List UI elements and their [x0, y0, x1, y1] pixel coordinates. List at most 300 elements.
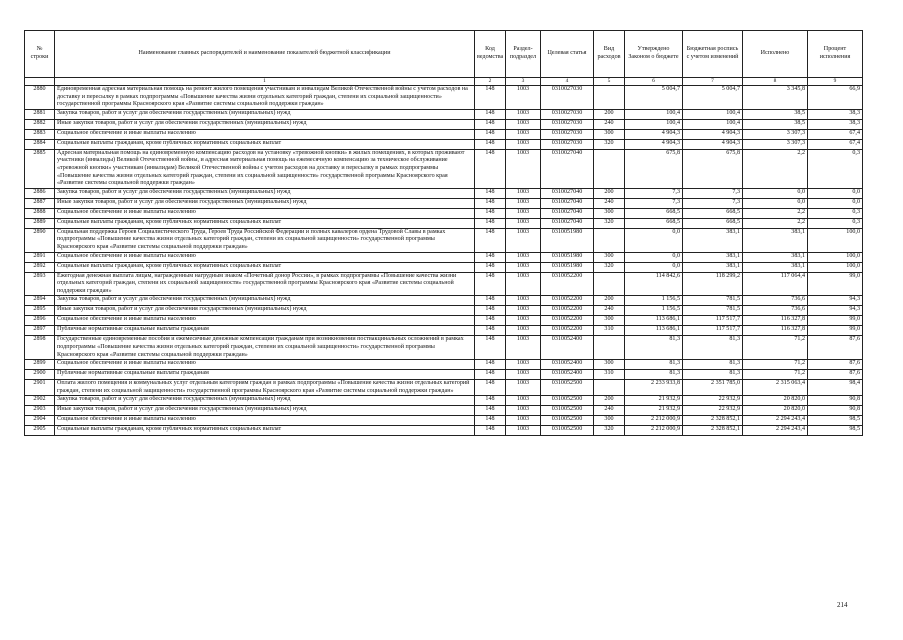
row-number: 2894 — [25, 296, 55, 306]
target-article: 0310052400 — [541, 336, 594, 360]
section-code: 1003 — [506, 129, 541, 139]
approved-amount: 81,3 — [625, 336, 683, 360]
table-row — [25, 228, 863, 252]
department-code: 148 — [475, 86, 506, 110]
approved-amount: 1 156,5 — [625, 306, 683, 316]
table-row — [25, 416, 863, 426]
row-number: 2902 — [25, 396, 55, 406]
execution-percent: 0,0 — [808, 188, 863, 198]
target-article: 0310052200 — [541, 272, 594, 296]
execution-percent: 99,0 — [808, 272, 863, 296]
row-name: Публичные нормативные социальные выплаты гражданам — [55, 326, 475, 336]
target-article: 0310027030 — [541, 139, 594, 149]
execution-percent: 98,5 — [808, 416, 863, 426]
section-code: 1003 — [506, 228, 541, 252]
target-article: 0310051980 — [541, 228, 594, 252]
execution-percent: 0,0 — [808, 198, 863, 208]
col-header-department-code: Код ведомства — [475, 31, 506, 78]
executed-amount: 116 327,8 — [743, 316, 808, 326]
department-code: 148 — [475, 306, 506, 316]
col-header-executed: Исполнено — [743, 31, 808, 78]
expense-type: 240 — [594, 198, 625, 208]
row-name: Социальные выплаты гражданам, кроме публичных нормативных социальных выплат — [55, 426, 475, 436]
budget-schedule-amount: 2 351 785,0 — [683, 380, 743, 396]
executed-amount: 0,0 — [743, 188, 808, 198]
budget-schedule-amount: 383,1 — [683, 262, 743, 272]
target-article: 0310027040 — [541, 218, 594, 228]
row-name: Иные закупки товаров, работ и услуг для обеспечения государственных (муниципальных) нужд — [55, 119, 475, 129]
col-index: 1 — [55, 78, 475, 86]
col-index: 4 — [541, 78, 594, 86]
executed-amount: 2,2 — [743, 218, 808, 228]
expense-type: 200 — [594, 396, 625, 406]
page-number: 214 — [837, 601, 848, 609]
row-name: Ежегодная денежная выплата лицам, награжденным нагрудным знаком «Почетный донор России», в рамках подпрограммы «Повышение качества жизни отдельных категорий граждан, степени их социальной защищенности» государственной программы Красноярского края «Развитие системы социальной поддержки граждан» — [55, 272, 475, 296]
budget-schedule-amount: 81,3 — [683, 370, 743, 380]
approved-amount: 1 156,5 — [625, 296, 683, 306]
executed-amount: 2 315 063,4 — [743, 380, 808, 396]
budget-schedule-amount: 118 299,2 — [683, 272, 743, 296]
approved-amount: 2 233 933,8 — [625, 380, 683, 396]
execution-percent: 98,5 — [808, 426, 863, 436]
execution-percent: 66,9 — [808, 86, 863, 110]
approved-amount: 2 212 000,9 — [625, 426, 683, 436]
section-code: 1003 — [506, 370, 541, 380]
department-code: 148 — [475, 188, 506, 198]
row-number: 2890 — [25, 228, 55, 252]
row-name: Социальные выплаты гражданам, кроме публичных нормативных социальных выплат — [55, 218, 475, 228]
budget-schedule-amount: 781,5 — [683, 306, 743, 316]
budget-schedule-amount: 675,8 — [683, 149, 743, 188]
table-row — [25, 262, 863, 272]
expense-type: 200 — [594, 188, 625, 198]
row-name: Закупка товаров, работ и услуг для обеспечения государственных (муниципальных) нужд — [55, 109, 475, 119]
row-name: Социальная поддержка Героев Социалистического Труда, Героев Труда Российской Федерации и полных кавалеров ордена Трудовой Славы в рамках подпрограммы «Повышение качества жизни отдельных категорий граждан, степени их социальной защищенности» государственной программы Красноярского края «Развитие системы социальной поддержки граждан» — [55, 228, 475, 252]
row-name: Социальное обеспечение и иные выплаты населению — [55, 316, 475, 326]
expense-type: 310 — [594, 326, 625, 336]
expense-type: 200 — [594, 296, 625, 306]
approved-amount: 81,3 — [625, 370, 683, 380]
target-article: 0310027040 — [541, 198, 594, 208]
row-number: 2897 — [25, 326, 55, 336]
expense-type: 300 — [594, 252, 625, 262]
section-code: 1003 — [506, 426, 541, 436]
department-code: 148 — [475, 208, 506, 218]
target-article: 0310051980 — [541, 262, 594, 272]
table-row — [25, 218, 863, 228]
expense-type: 240 — [594, 119, 625, 129]
execution-percent: 67,4 — [808, 139, 863, 149]
expense-type: 320 — [594, 218, 625, 228]
section-code: 1003 — [506, 119, 541, 129]
target-article: 0310052200 — [541, 326, 594, 336]
table-row — [25, 129, 863, 139]
row-number: 2900 — [25, 370, 55, 380]
target-article: 0310052500 — [541, 380, 594, 396]
row-name: Закупка товаров, работ и услуг для обеспечения государственных (муниципальных) нужд — [55, 296, 475, 306]
table-row — [25, 119, 863, 129]
row-number: 2889 — [25, 218, 55, 228]
row-number: 2885 — [25, 149, 55, 188]
budget-schedule-amount: 81,3 — [683, 336, 743, 360]
executed-amount: 2,2 — [743, 149, 808, 188]
section-code: 1003 — [506, 360, 541, 370]
target-article: 0310052500 — [541, 416, 594, 426]
budget-schedule-amount: 383,1 — [683, 252, 743, 262]
row-number: 2904 — [25, 416, 55, 426]
target-article: 0310052400 — [541, 360, 594, 370]
department-code: 148 — [475, 296, 506, 306]
target-article: 0310027030 — [541, 129, 594, 139]
executed-amount: 20 820,0 — [743, 406, 808, 416]
executed-amount: 0,0 — [743, 198, 808, 208]
expense-type: 200 — [594, 109, 625, 119]
executed-amount: 71,2 — [743, 370, 808, 380]
row-number: 2892 — [25, 262, 55, 272]
approved-amount: 100,4 — [625, 109, 683, 119]
expense-type — [594, 228, 625, 252]
table-row — [25, 396, 863, 406]
executed-amount: 3 345,8 — [743, 86, 808, 110]
budget-schedule-amount: 668,5 — [683, 218, 743, 228]
approved-amount: 113 686,1 — [625, 326, 683, 336]
department-code: 148 — [475, 380, 506, 396]
expense-type: 310 — [594, 370, 625, 380]
budget-schedule-amount: 117 517,7 — [683, 316, 743, 326]
table-row — [25, 188, 863, 198]
expense-type: 300 — [594, 360, 625, 370]
expense-type: 300 — [594, 316, 625, 326]
target-article: 0310027040 — [541, 208, 594, 218]
execution-percent: 100,0 — [808, 228, 863, 252]
target-article: 0310027030 — [541, 119, 594, 129]
execution-percent: 87,6 — [808, 360, 863, 370]
row-name: Иные закупки товаров, работ и услуг для обеспечения государственных (муниципальных) нужд — [55, 306, 475, 316]
target-article: 0310052200 — [541, 306, 594, 316]
department-code: 148 — [475, 360, 506, 370]
budget-schedule-amount: 781,5 — [683, 296, 743, 306]
expense-type — [594, 336, 625, 360]
table-row — [25, 252, 863, 262]
execution-percent: 94,3 — [808, 306, 863, 316]
row-name: Адресная материальная помощь на единовременную компенсацию расходов на установку «тревожной кнопки» в жилых помещениях, в которых проживают участники (инвалиды) Великой Отечественной войны, и адресная материальная помощь на ежемесячную компенсацию за техническое обслуживание «тревожной кнопки» участникам (инвалидам) Великой Отечественной войны с учетом расходов на доставку и пересылку в рамках подпрограммы «Повышение качества жизни отдельных категорий граждан, степени их социальной защищенности» государственной программы Красноярского края «Развитие системы социальной поддержки граждан» — [55, 149, 475, 188]
expense-type: 320 — [594, 262, 625, 272]
department-code: 148 — [475, 218, 506, 228]
target-article: 0310027030 — [541, 109, 594, 119]
execution-percent: 0,3 — [808, 218, 863, 228]
table-body — [25, 86, 863, 436]
table-row — [25, 406, 863, 416]
row-name: Иные закупки товаров, работ и услуг для обеспечения государственных (муниципальных) нужд — [55, 198, 475, 208]
budget-schedule-amount: 383,1 — [683, 228, 743, 252]
expense-type — [594, 272, 625, 296]
approved-amount: 0,0 — [625, 262, 683, 272]
row-number: 2884 — [25, 139, 55, 149]
row-number: 2903 — [25, 406, 55, 416]
col-header-percent: Процент исполнения — [808, 31, 863, 78]
budget-schedule-amount: 7,3 — [683, 188, 743, 198]
section-code: 1003 — [506, 198, 541, 208]
execution-percent: 87,6 — [808, 336, 863, 360]
department-code: 148 — [475, 326, 506, 336]
section-code: 1003 — [506, 306, 541, 316]
approved-amount: 0,0 — [625, 228, 683, 252]
department-code: 148 — [475, 262, 506, 272]
row-name: Социальные выплаты гражданам, кроме публичных нормативных социальных выплат — [55, 262, 475, 272]
row-name: Социальное обеспечение и иные выплаты населению — [55, 416, 475, 426]
approved-amount: 4 904,3 — [625, 129, 683, 139]
execution-percent: 100,0 — [808, 262, 863, 272]
target-article: 0310027030 — [541, 86, 594, 110]
col-header-expense-type: Вид расходов — [594, 31, 625, 78]
execution-percent: 0,3 — [808, 149, 863, 188]
budget-schedule-amount: 7,3 — [683, 198, 743, 208]
department-code: 148 — [475, 316, 506, 326]
budget-schedule-amount: 5 004,7 — [683, 86, 743, 110]
section-code: 1003 — [506, 188, 541, 198]
approved-amount: 100,4 — [625, 119, 683, 129]
section-code: 1003 — [506, 218, 541, 228]
budget-schedule-amount: 2 328 852,1 — [683, 416, 743, 426]
target-article: 0310052400 — [541, 370, 594, 380]
section-code: 1003 — [506, 208, 541, 218]
expense-type: 300 — [594, 416, 625, 426]
section-code: 1003 — [506, 149, 541, 188]
expense-type: 300 — [594, 129, 625, 139]
budget-schedule-amount: 22 932,9 — [683, 406, 743, 416]
department-code: 148 — [475, 228, 506, 252]
row-name: Оплата жилого помещения и коммунальных услуг отдельным категориям граждан в рамках подпрограммы «Повышение качества жизни отдельных категорий граждан, степени их социальной защищенности» государственной программы Красноярского края «Развитие системы социальной поддержки граждан» — [55, 380, 475, 396]
col-index: 5 — [594, 78, 625, 86]
row-number: 2882 — [25, 119, 55, 129]
executed-amount: 71,2 — [743, 360, 808, 370]
row-name: Социальное обеспечение и иные выплаты населению — [55, 360, 475, 370]
approved-amount: 7,3 — [625, 188, 683, 198]
section-code: 1003 — [506, 272, 541, 296]
table-row — [25, 306, 863, 316]
row-number: 2891 — [25, 252, 55, 262]
col-header-name: Наименование главных распорядителей и наименование показателей бюджетной классификации — [55, 31, 475, 78]
budget-schedule-amount: 668,5 — [683, 208, 743, 218]
row-number: 2896 — [25, 316, 55, 326]
section-code: 1003 — [506, 262, 541, 272]
section-code: 1003 — [506, 109, 541, 119]
department-code: 148 — [475, 119, 506, 129]
approved-amount: 7,3 — [625, 198, 683, 208]
executed-amount: 2,2 — [743, 208, 808, 218]
table-row — [25, 380, 863, 396]
section-code: 1003 — [506, 406, 541, 416]
execution-percent: 98,4 — [808, 380, 863, 396]
budget-schedule-amount: 4 904,3 — [683, 129, 743, 139]
approved-amount: 2 212 000,9 — [625, 416, 683, 426]
execution-percent: 100,0 — [808, 252, 863, 262]
col-index: 9 — [808, 78, 863, 86]
col-header-section: Раздел-подраздел — [506, 31, 541, 78]
budget-schedule-amount: 2 328 852,1 — [683, 426, 743, 436]
approved-amount: 21 932,9 — [625, 406, 683, 416]
table-row — [25, 370, 863, 380]
execution-percent: 90,8 — [808, 406, 863, 416]
table-row — [25, 109, 863, 119]
row-number: 2886 — [25, 188, 55, 198]
execution-percent: 99,0 — [808, 316, 863, 326]
department-code: 148 — [475, 336, 506, 360]
row-name: Единовременная адресная материальная помощь на ремонт жилого помещения участникам и инвалидам Великой Отечественной войны с учетом расходов на доставку и пересылку в рамках подпрограммы «Повышение качества жизни отдельных категорий граждан, степени их социальной защищенности» государственной программы Красноярского края «Развитие системы социальной поддержки граждан» — [55, 86, 475, 110]
execution-percent: 67,4 — [808, 129, 863, 139]
execution-percent: 90,8 — [808, 396, 863, 406]
department-code: 148 — [475, 149, 506, 188]
department-code: 148 — [475, 139, 506, 149]
col-index: 6 — [625, 78, 683, 86]
column-index-row — [25, 78, 863, 86]
row-number: 2880 — [25, 86, 55, 110]
executed-amount: 2 294 243,4 — [743, 416, 808, 426]
row-number: 2881 — [25, 109, 55, 119]
expense-type: 300 — [594, 208, 625, 218]
row-number: 2883 — [25, 129, 55, 139]
budget-schedule-amount: 117 517,7 — [683, 326, 743, 336]
row-number: 2901 — [25, 380, 55, 396]
department-code: 148 — [475, 198, 506, 208]
executed-amount: 38,5 — [743, 119, 808, 129]
department-code: 148 — [475, 272, 506, 296]
budget-schedule-amount: 100,4 — [683, 119, 743, 129]
target-article: 0310051980 — [541, 252, 594, 262]
section-code: 1003 — [506, 139, 541, 149]
col-header-budget-schedule: Бюджетная роспись с учетом изменений — [683, 31, 743, 78]
execution-percent: 38,3 — [808, 109, 863, 119]
table-row — [25, 149, 863, 188]
approved-amount: 113 686,1 — [625, 316, 683, 326]
table-row — [25, 296, 863, 306]
executed-amount: 383,1 — [743, 252, 808, 262]
executed-amount: 736,6 — [743, 296, 808, 306]
column-header-row — [25, 31, 863, 78]
expense-type: 320 — [594, 139, 625, 149]
target-article: 0310052500 — [541, 426, 594, 436]
approved-amount: 81,3 — [625, 360, 683, 370]
executed-amount: 383,1 — [743, 262, 808, 272]
target-article: 0310052500 — [541, 396, 594, 406]
executed-amount: 117 064,4 — [743, 272, 808, 296]
executed-amount: 116 327,8 — [743, 326, 808, 336]
section-code: 1003 — [506, 296, 541, 306]
table-row — [25, 86, 863, 110]
row-name: Социальное обеспечение и иные выплаты населению — [55, 129, 475, 139]
row-name: Закупка товаров, работ и услуг для обеспечения государственных (муниципальных) нужд — [55, 396, 475, 406]
target-article: 0310027040 — [541, 149, 594, 188]
row-name: Государственные единовременные пособия и ежемесячные денежные компенсации гражданам при возникновении поствакцинальных осложнений в рамках подпрограммы «Повышение качества жизни отдельных категорий граждан, степени их социальной защищенности» государственной программы Красноярского края «Развитие системы социальной поддержки граждан» — [55, 336, 475, 360]
budget-schedule-amount: 4 904,3 — [683, 139, 743, 149]
department-code: 148 — [475, 416, 506, 426]
row-number: 2899 — [25, 360, 55, 370]
executed-amount: 383,1 — [743, 228, 808, 252]
row-name: Социальное обеспечение и иные выплаты населению — [55, 252, 475, 262]
section-code: 1003 — [506, 416, 541, 426]
execution-percent: 38,3 — [808, 119, 863, 129]
execution-percent: 0,3 — [808, 208, 863, 218]
budget-schedule-amount: 81,3 — [683, 360, 743, 370]
col-header-row-number: № строки — [25, 31, 55, 78]
table-row — [25, 336, 863, 360]
expense-type: 320 — [594, 426, 625, 436]
approved-amount: 0,0 — [625, 252, 683, 262]
expense-type: 240 — [594, 406, 625, 416]
department-code: 148 — [475, 396, 506, 406]
approved-amount: 21 932,9 — [625, 396, 683, 406]
section-code: 1003 — [506, 86, 541, 110]
section-code: 1003 — [506, 252, 541, 262]
executed-amount: 2 294 243,4 — [743, 426, 808, 436]
approved-amount: 4 904,3 — [625, 139, 683, 149]
section-code: 1003 — [506, 316, 541, 326]
executed-amount: 3 307,3 — [743, 139, 808, 149]
table-row — [25, 360, 863, 370]
table-row — [25, 139, 863, 149]
row-number: 2898 — [25, 336, 55, 360]
expense-type: 240 — [594, 306, 625, 316]
table-row — [25, 272, 863, 296]
target-article: 0310052200 — [541, 316, 594, 326]
department-code: 148 — [475, 129, 506, 139]
table-row — [25, 208, 863, 218]
budget-schedule-amount: 22 932,9 — [683, 396, 743, 406]
department-code: 148 — [475, 252, 506, 262]
target-article: 0310052200 — [541, 296, 594, 306]
row-number: 2895 — [25, 306, 55, 316]
col-header-target-article: Целевая статья — [541, 31, 594, 78]
approved-amount: 5 004,7 — [625, 86, 683, 110]
approved-amount: 668,5 — [625, 218, 683, 228]
approved-amount: 114 842,6 — [625, 272, 683, 296]
department-code: 148 — [475, 370, 506, 380]
executed-amount: 3 307,3 — [743, 129, 808, 139]
table-row — [25, 426, 863, 436]
row-name: Закупка товаров, работ и услуг для обеспечения государственных (муниципальных) нужд — [55, 188, 475, 198]
table-row — [25, 198, 863, 208]
executed-amount: 38,5 — [743, 109, 808, 119]
expense-type — [594, 380, 625, 396]
execution-percent: 87,6 — [808, 370, 863, 380]
department-code: 148 — [475, 109, 506, 119]
approved-amount: 675,8 — [625, 149, 683, 188]
section-code: 1003 — [506, 380, 541, 396]
col-index: 3 — [506, 78, 541, 86]
col-index: 8 — [743, 78, 808, 86]
execution-percent: 99,0 — [808, 326, 863, 336]
section-code: 1003 — [506, 396, 541, 406]
col-header-approved: Утверждено Законом о бюджете — [625, 31, 683, 78]
executed-amount: 71,2 — [743, 336, 808, 360]
section-code: 1003 — [506, 326, 541, 336]
execution-percent: 94,3 — [808, 296, 863, 306]
target-article: 0310027040 — [541, 188, 594, 198]
row-number: 2888 — [25, 208, 55, 218]
row-number: 2893 — [25, 272, 55, 296]
approved-amount: 668,5 — [625, 208, 683, 218]
row-name: Социальные выплаты гражданам, кроме публичных нормативных социальных выплат — [55, 139, 475, 149]
department-code: 148 — [475, 406, 506, 416]
row-number: 2887 — [25, 198, 55, 208]
expense-type — [594, 86, 625, 110]
target-article: 0310052500 — [541, 406, 594, 416]
department-code: 148 — [475, 426, 506, 436]
section-code: 1003 — [506, 336, 541, 360]
expense-type — [594, 149, 625, 188]
col-index: 2 — [475, 78, 506, 86]
row-number: 2905 — [25, 426, 55, 436]
